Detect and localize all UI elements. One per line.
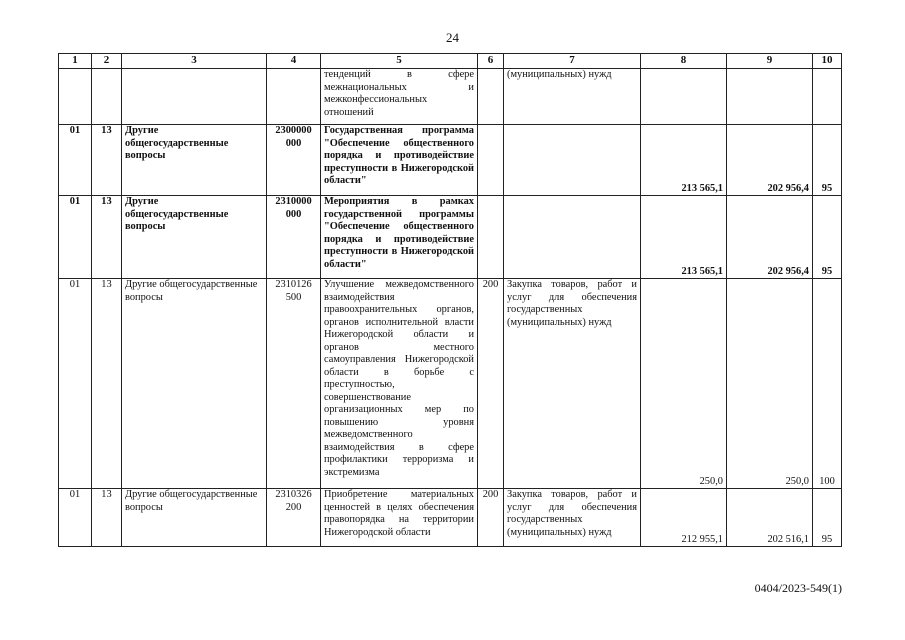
cell-percent: 95 xyxy=(813,125,842,196)
cell-subsection xyxy=(92,69,122,125)
cell-target-name: тенденций в сфере межнациональных и межконфессиональных отношений xyxy=(321,69,478,125)
cell-expense-name xyxy=(504,125,641,196)
header-cell: 10 xyxy=(813,54,842,69)
header-cell: 8 xyxy=(641,54,727,69)
cell-target-code: 2310000 000 xyxy=(267,196,321,279)
cell-target-code xyxy=(267,69,321,125)
cell-expense-name: Закупка товаров, работ и услуг для обеспечения государственных (муниципальных) нужд xyxy=(504,279,641,489)
cell-target-code: 2300000 000 xyxy=(267,125,321,196)
cell-actual xyxy=(727,69,813,125)
cell-target-name: Улучшение межведомственного взаимодействия правоохранительных органов, органов исполнительной власти Нижегородской области и органов местного самоуправления Нижегородской области в борьбе с преступностью, совершенствование организационных мер по повышению уровня межведомственного взаимодействия в сфере профилактики терроризма и экстремизма xyxy=(321,279,478,489)
cell-actual: 202 516,1 xyxy=(727,489,813,547)
cell-percent: 95 xyxy=(813,489,842,547)
cell-target-code: 2310126 500 xyxy=(267,279,321,489)
cell-section: 01 xyxy=(59,196,92,279)
header-cell: 2 xyxy=(92,54,122,69)
cell-plan xyxy=(641,69,727,125)
cell-expense-type xyxy=(478,125,504,196)
budget-table xyxy=(58,53,842,547)
cell-section-name xyxy=(122,69,267,125)
cell-percent: 100 xyxy=(813,279,842,489)
cell-section: 01 xyxy=(59,125,92,196)
header-row xyxy=(59,54,842,69)
document-code: 0404/2023-549(1) xyxy=(754,581,842,595)
cell-target-code: 2310326 200 xyxy=(267,489,321,547)
page-number: 24 xyxy=(446,30,459,45)
cell-target-name: Государственная программа "Обеспечение общественного порядка и противодействие преступности в Нижегородской области" xyxy=(321,125,478,196)
cell-plan: 250,0 xyxy=(641,279,727,489)
table-row xyxy=(59,125,842,196)
cell-expense-name xyxy=(504,196,641,279)
header-cell: 7 xyxy=(504,54,641,69)
cell-actual: 202 956,4 xyxy=(727,196,813,279)
cell-percent xyxy=(813,69,842,125)
cell-section-name: Другие общегосударственные вопросы xyxy=(122,279,267,489)
cell-plan: 213 565,1 xyxy=(641,196,727,279)
cell-actual: 250,0 xyxy=(727,279,813,489)
header-cell: 6 xyxy=(478,54,504,69)
header-cell: 4 xyxy=(267,54,321,69)
cell-section: 01 xyxy=(59,489,92,547)
cell-subsection: 13 xyxy=(92,196,122,279)
cell-expense-name: Закупка товаров, работ и услуг для обеспечения государственных (муниципальных) нужд xyxy=(504,489,641,547)
header-cell: 3 xyxy=(122,54,267,69)
cell-section-name: Другие общегосударственные вопросы xyxy=(122,196,267,279)
cell-plan: 213 565,1 xyxy=(641,125,727,196)
cell-expense-name: (муниципальных) нужд xyxy=(504,69,641,125)
cell-expense-type xyxy=(478,196,504,279)
cell-section-name: Другие общегосударственные вопросы xyxy=(122,125,267,196)
cell-expense-type: 200 xyxy=(478,279,504,489)
cell-expense-type: 200 xyxy=(478,489,504,547)
cell-subsection: 13 xyxy=(92,279,122,489)
cell-actual: 202 956,4 xyxy=(727,125,813,196)
cell-target-name: Приобретение материальных ценностей в целях обеспечения правопорядка на территории Нижегородской области xyxy=(321,489,478,547)
header-cell: 5 xyxy=(321,54,478,69)
cell-target-name: Мероприятия в рамках государственной программы "Обеспечение общественного порядка и противодействие преступности в Нижегородской области" xyxy=(321,196,478,279)
cell-percent: 95 xyxy=(813,196,842,279)
table-row xyxy=(59,196,842,279)
table-row xyxy=(59,279,842,489)
cell-section xyxy=(59,69,92,125)
cell-section: 01 xyxy=(59,279,92,489)
cell-plan: 212 955,1 xyxy=(641,489,727,547)
table-row xyxy=(59,489,842,547)
header-cell: 1 xyxy=(59,54,92,69)
cell-subsection: 13 xyxy=(92,489,122,547)
cell-subsection: 13 xyxy=(92,125,122,196)
table-row xyxy=(59,69,842,125)
cell-expense-type xyxy=(478,69,504,125)
header-cell: 9 xyxy=(727,54,813,69)
cell-section-name: Другие общегосударственные вопросы xyxy=(122,489,267,547)
